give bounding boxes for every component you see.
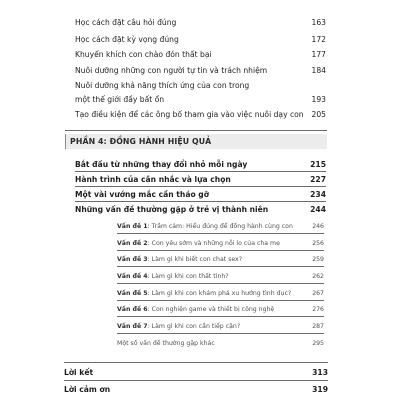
divider	[117, 283, 324, 284]
toc-entry-title: Một vài vướng mắc cần tháo gỡ	[75, 190, 209, 199]
toc-entry[interactable]	[75, 175, 326, 184]
toc-subentry[interactable]	[117, 290, 324, 297]
toc-entry-page: 215	[310, 160, 326, 169]
issue-label: Vấn đề 2	[117, 240, 148, 247]
toc-entry-page: 205	[311, 110, 326, 119]
toc-entry-title: Học cách đặt câu hỏi đúng	[75, 18, 177, 27]
toc-entry-page: 184	[311, 66, 326, 75]
toc-entry-page: 193	[311, 95, 326, 104]
toc-subentry[interactable]	[117, 340, 324, 347]
toc-entry-title: Một số vấn đề thường gặp khác	[117, 340, 215, 347]
toc-subentry[interactable]	[117, 273, 324, 280]
toc-entry-title: Nuôi dưỡng khả năng thích ứng của con trong	[75, 81, 250, 90]
issue-title: : Trầm cảm: Hiểu đúng để đồng hành cùng con	[147, 223, 293, 230]
toc-entry[interactable]	[75, 95, 326, 104]
toc-subentry[interactable]	[117, 323, 324, 330]
issue-label: Vấn đề 6	[117, 306, 148, 313]
toc-entry[interactable]	[75, 160, 326, 169]
toc-entry-title: Những vấn đề thường gặp ở trẻ vị thành niên	[75, 205, 269, 214]
issue-label: Vấn đề 4	[117, 273, 148, 280]
toc-entry-page: 259	[312, 256, 324, 263]
toc-entry-title: Lời kết	[64, 368, 94, 377]
toc-entry-page: 177	[311, 50, 326, 59]
toc-entry-title: Lời cảm ơn	[64, 385, 111, 394]
issue-label: Vấn đề 5	[117, 290, 148, 297]
issue-label: Vấn đề 1	[117, 223, 148, 230]
toc-entry-page: 313	[312, 368, 328, 377]
toc-entry-page: 244	[310, 205, 326, 214]
toc-subentry[interactable]	[117, 306, 324, 313]
toc-entry-page: 172	[311, 35, 326, 44]
divider	[117, 316, 324, 317]
toc-entry[interactable]	[75, 205, 326, 214]
divider	[117, 266, 324, 267]
toc-subentry[interactable]	[117, 240, 324, 247]
toc-entry[interactable]	[75, 18, 326, 27]
toc-entry[interactable]	[75, 110, 326, 119]
toc-entry-title: Nuôi dưỡng những con người tự tin và trách nhiệm	[75, 66, 268, 75]
divider	[117, 233, 324, 234]
toc-entry[interactable]	[64, 368, 328, 377]
issue-label: Vấn đề 3	[117, 256, 148, 263]
issue-title: : Làm gì khi con khám phá xu hướng tình dục?	[147, 290, 292, 297]
toc-subentry[interactable]	[117, 223, 324, 230]
toc-entry-page: 295	[312, 340, 324, 347]
divider	[64, 362, 328, 363]
toc-entry-page: 256	[312, 240, 324, 247]
divider	[117, 300, 324, 301]
toc-entry-title-line2: một thế giới đầy bất ổn	[75, 95, 165, 104]
toc-entry[interactable]	[75, 35, 326, 44]
toc-entry-page: 276	[312, 306, 324, 313]
issue-title: : Con yêu sớm và những nỗi lo của cha mẹ	[147, 240, 280, 247]
divider	[75, 201, 326, 202]
issue-title: : Con nghiện game và thiết bị công nghệ	[147, 306, 275, 313]
toc-entry[interactable]	[75, 190, 326, 199]
toc-entry-page: 287	[312, 323, 324, 330]
issue-title: : Làm gì khi con thất tình?	[147, 273, 229, 280]
toc-entry-title: Học cách đặt kỳ vọng đúng	[75, 35, 179, 44]
divider	[117, 333, 324, 334]
divider	[64, 380, 328, 381]
toc-entry-title: Bắt đầu từ những thay đổi nhỏ mỗi ngày	[75, 160, 248, 169]
divider	[117, 250, 324, 251]
toc-entry[interactable]	[75, 66, 326, 75]
toc-entry[interactable]	[75, 50, 326, 59]
toc-entry-page: 163	[311, 18, 326, 27]
toc-entry-page: 227	[310, 175, 326, 184]
issue-title: : Làm gì khi con cần tiếp cận?	[147, 323, 241, 330]
part-heading: PHẦN 4: ĐỒNG HÀNH HIỆU QUẢ	[65, 134, 327, 149]
toc-entry-page: 234	[310, 190, 326, 199]
toc-entry-page: 262	[312, 273, 324, 280]
toc-entry[interactable]	[64, 385, 328, 394]
divider	[75, 186, 326, 187]
toc-entry-title: Hành trình của cân nhắc và lựa chọn	[75, 175, 231, 184]
issue-label: Vấn đề 7	[117, 323, 148, 330]
divider	[65, 130, 327, 131]
toc-entry-title: Tạo điều kiện để các ông bố tham gia vào việc nuôi dạy con	[75, 110, 304, 119]
toc-entry-page: 319	[312, 385, 328, 394]
issue-title: : Làm gì khi biết con chat sex?	[147, 256, 242, 263]
toc-subentry[interactable]	[117, 256, 324, 263]
toc-entry-title: Khuyến khích con chào đón thất bại	[75, 50, 212, 59]
divider	[75, 171, 326, 172]
toc-entry-line1[interactable]	[75, 81, 326, 90]
toc-entry-page: 246	[312, 223, 324, 230]
toc-entry-page: 267	[312, 290, 324, 297]
